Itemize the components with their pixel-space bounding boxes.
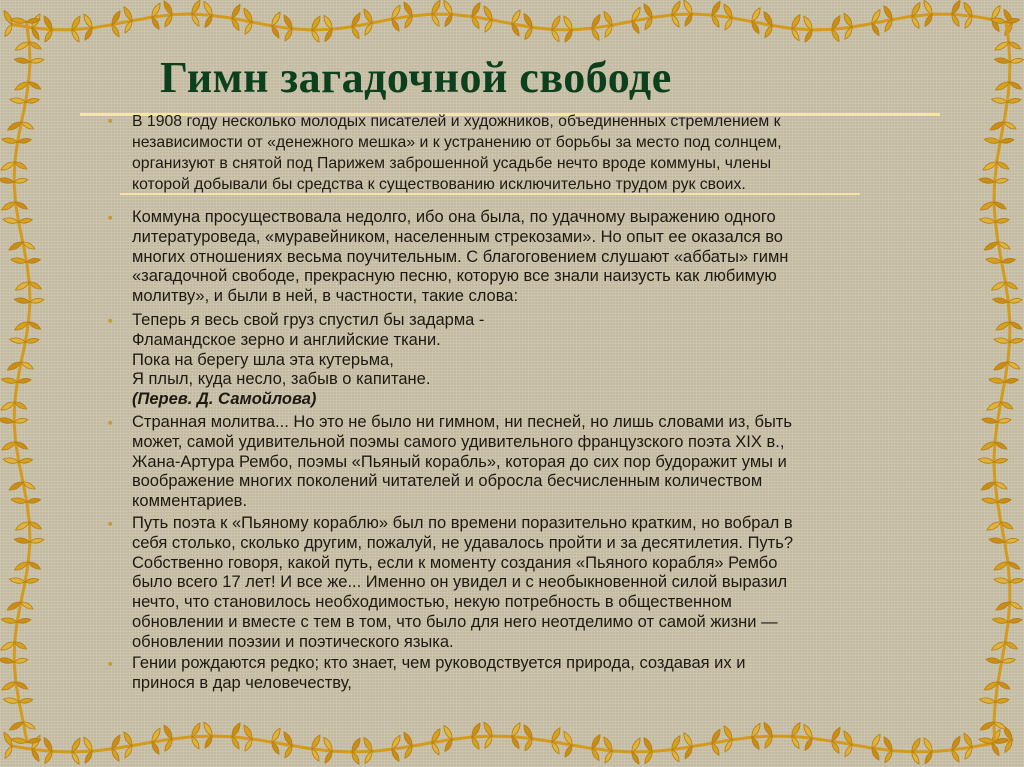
laurel-leaf bbox=[805, 30, 812, 42]
laurel-leaf bbox=[365, 751, 372, 763]
laurel-leaf bbox=[2, 442, 16, 450]
laurel-leaf bbox=[10, 338, 26, 343]
laurel-leaf bbox=[72, 752, 79, 764]
laurel-leaf bbox=[565, 745, 572, 757]
laurel-leaf bbox=[991, 282, 1005, 290]
laurel-leaf bbox=[1, 162, 15, 170]
laurel-leaf bbox=[997, 498, 1011, 503]
laurel-leaf bbox=[992, 744, 999, 756]
laurel-leaf bbox=[11, 258, 27, 263]
laurel-leaf bbox=[392, 749, 399, 761]
text-line: себя столько, сколько другим, пожалуй, не удавалось пройти и за десятилетия. Путь? bbox=[132, 533, 794, 552]
text-line: независимости от «денежного мешка» и к устранению от борьбы за место под солнцем, bbox=[132, 134, 782, 151]
laurel-leaf bbox=[21, 362, 33, 369]
text-line: Путь поэта к «Пьяному кораблю» был по времени поразительно кратким, но вобрал в bbox=[132, 514, 793, 532]
laurel-leaf bbox=[592, 28, 599, 40]
laurel-leaf bbox=[29, 282, 41, 289]
text-line: Жана-Артура Рембо, поэмы «Пьяный корабль», которая до сих пор будоражит умы и bbox=[132, 452, 787, 471]
laurel-leaf bbox=[1001, 402, 1013, 409]
laurel-leaf bbox=[996, 322, 1010, 330]
laurel-leaf bbox=[672, 750, 679, 762]
laurel-leaf bbox=[352, 27, 359, 39]
laurel-leaf bbox=[998, 682, 1010, 689]
laurel-leaf bbox=[472, 3, 480, 17]
laurel-leaf bbox=[764, 722, 772, 736]
laurel-leaf bbox=[995, 218, 1009, 223]
laurel-leaf bbox=[1010, 322, 1022, 329]
laurel-leaf bbox=[1008, 298, 1022, 303]
laurel-leaf bbox=[986, 658, 1002, 663]
laurel-leaf bbox=[978, 458, 994, 463]
laurel-leaf bbox=[3, 218, 19, 223]
laurel-leaf bbox=[205, 15, 212, 27]
laurel-leaf bbox=[989, 378, 1005, 383]
laurel-leaf bbox=[205, 736, 212, 748]
laurel-leaf bbox=[9, 722, 23, 730]
paragraph-commune bbox=[132, 208, 947, 307]
laurel-leaf bbox=[981, 482, 995, 490]
laurel-leaf bbox=[72, 738, 80, 752]
poem-line: Фламандское зерно и английские ткани. bbox=[132, 330, 441, 349]
laurel-leaf bbox=[989, 538, 1005, 543]
text-line: было всего 17 лет! И все же... Именно он увидел и с необыкновенной силой выразил bbox=[132, 573, 788, 592]
laurel-leaf bbox=[712, 743, 719, 755]
poem-line: Теперь я весь свой груз спустил бы задарма - bbox=[132, 311, 485, 329]
laurel-leaf bbox=[832, 29, 839, 41]
laurel-leaf bbox=[993, 298, 1009, 303]
laurel-leaf bbox=[1005, 378, 1019, 383]
paragraph-intro bbox=[132, 111, 922, 195]
laurel-leaf bbox=[15, 42, 29, 50]
laurel-leaf bbox=[21, 602, 33, 609]
laurel-leaf bbox=[3, 698, 19, 703]
laurel-leaf bbox=[965, 16, 972, 28]
laurel-leaf bbox=[592, 735, 600, 749]
laurel-leaf bbox=[14, 58, 30, 63]
laurel-leaf bbox=[11, 18, 27, 23]
laurel-leaf bbox=[472, 723, 480, 737]
laurel-leaf bbox=[981, 442, 995, 450]
laurel-leaf bbox=[2, 202, 16, 210]
laurel-leaf bbox=[204, 722, 212, 736]
laurel-leaf bbox=[85, 751, 92, 763]
laurel-leaf bbox=[485, 736, 492, 748]
laurel-leaf bbox=[112, 749, 119, 761]
text-line: Коммуна просуществовала недолго, ибо она была, по удачному выражению одного bbox=[132, 208, 776, 226]
laurel-leaf bbox=[997, 418, 1011, 423]
laurel-leaf bbox=[484, 722, 492, 736]
laurel-leaf bbox=[312, 16, 320, 30]
laurel-leaf bbox=[997, 162, 1009, 169]
square-bullet-icon: ■ bbox=[108, 215, 113, 222]
laurel-leaf bbox=[84, 14, 92, 28]
laurel-leaf bbox=[987, 522, 1001, 530]
laurel-leaf bbox=[872, 24, 879, 36]
laurel-leaf bbox=[404, 732, 412, 746]
laurel-leaf bbox=[204, 1, 212, 15]
laurel-leaf bbox=[1010, 58, 1024, 63]
laurel-leaf bbox=[632, 21, 639, 33]
laurel-leaf bbox=[565, 30, 572, 42]
laurel-leaf bbox=[124, 732, 132, 746]
laurel-leaf bbox=[512, 10, 520, 24]
laurel-leaf bbox=[994, 578, 1010, 583]
laurel-leaf bbox=[232, 4, 240, 18]
text-line: воображение многих поколений читателей и обросла бесчисленным количеством bbox=[132, 472, 763, 491]
laurel-leaf bbox=[980, 218, 996, 223]
laurel-leaf bbox=[124, 7, 132, 21]
square-bullet-icon: ■ bbox=[108, 661, 113, 668]
laurel-leaf bbox=[152, 742, 159, 754]
text-line: нечто, что становилось необходимостью, некую потребность в общественном bbox=[132, 593, 732, 612]
laurel-leaf bbox=[9, 578, 25, 583]
laurel-leaf bbox=[991, 98, 1007, 103]
laurel-leaf bbox=[982, 498, 998, 503]
laurel-leaf bbox=[984, 242, 998, 250]
laurel-leaf bbox=[925, 752, 932, 764]
laurel-leaf bbox=[444, 1, 452, 15]
laurel-leaf bbox=[245, 22, 252, 34]
laurel-leaf bbox=[644, 4, 652, 18]
laurel-leaf bbox=[604, 11, 612, 25]
laurel-leaf bbox=[725, 18, 732, 30]
laurel-leaf bbox=[1010, 338, 1024, 343]
laurel-leaf bbox=[19, 218, 33, 223]
laurel-leaf bbox=[9, 242, 23, 250]
laurel-leaf bbox=[19, 458, 33, 463]
laurel-leaf bbox=[432, 743, 439, 755]
laurel-leaf bbox=[994, 458, 1008, 463]
laurel-leaf bbox=[324, 15, 332, 29]
laurel-leaf bbox=[1002, 258, 1016, 263]
laurel-leaf bbox=[232, 723, 240, 737]
laurel-leaf bbox=[14, 418, 28, 423]
laurel-leaf bbox=[884, 6, 892, 20]
laurel-leaf bbox=[72, 30, 79, 42]
laurel-leaf bbox=[980, 722, 994, 730]
text-line: многих отношениях весьма поучительным. С благоговением слушают «аббаты» гимн bbox=[132, 247, 789, 266]
laurel-leaf bbox=[445, 14, 452, 26]
text-line: «загадочной свободе, прекрасную песню, которую все знали наизусть как любимую bbox=[132, 267, 777, 286]
laurel-leaf bbox=[564, 16, 572, 30]
poem-line: Я плыл, куда несло, забыв о капитане. bbox=[132, 370, 431, 389]
poem-line: Пока на берегу шла эта кутерьма, bbox=[132, 350, 394, 369]
laurel-leaf bbox=[27, 258, 41, 263]
laurel-leaf bbox=[952, 750, 959, 762]
laurel-leaf bbox=[364, 9, 372, 23]
laurel-leaf bbox=[15, 162, 27, 169]
laurel-leaf bbox=[832, 727, 840, 741]
laurel-leaf bbox=[525, 27, 532, 39]
laurel-leaf bbox=[45, 751, 52, 763]
paragraph-geniuses bbox=[132, 654, 947, 694]
laurel-leaf bbox=[994, 338, 1010, 343]
laurel-leaf bbox=[152, 17, 159, 29]
laurel-leaf bbox=[605, 751, 612, 763]
laurel-leaf bbox=[21, 122, 33, 129]
laurel-leaf bbox=[30, 298, 44, 303]
poem-attribution: (Перев. Д. Самойлова) bbox=[132, 390, 317, 409]
laurel-leaf bbox=[15, 402, 27, 409]
laurel-leaf bbox=[19, 698, 33, 703]
paragraph-poet-path bbox=[132, 514, 947, 653]
laurel-leaf bbox=[979, 178, 995, 183]
text-line: молитву», и были в ней, в частности, такие слова: bbox=[132, 287, 519, 306]
laurel-leaf bbox=[444, 725, 452, 739]
laurel-leaf bbox=[352, 738, 360, 752]
laurel-leaf bbox=[552, 16, 560, 30]
laurel-leaf bbox=[964, 733, 972, 747]
laurel-leaf bbox=[14, 658, 28, 663]
laurel-leaf bbox=[672, 1, 680, 15]
square-bullet-icon: ■ bbox=[108, 521, 113, 528]
laurel-leaf bbox=[993, 618, 1009, 623]
laurel-leaf bbox=[14, 178, 28, 183]
laurel-leaf bbox=[0, 658, 14, 663]
laurel-leaf bbox=[552, 728, 560, 742]
laurel-leaf bbox=[912, 738, 920, 752]
laurel-leaf bbox=[2, 138, 18, 143]
laurel-leaf bbox=[632, 738, 640, 752]
laurel-leaf bbox=[684, 733, 692, 747]
slide-title: Гимн загадочной свободе bbox=[160, 53, 672, 102]
laurel-leaf bbox=[285, 746, 292, 758]
laurel-leaf bbox=[1010, 578, 1024, 583]
laurel-leaf bbox=[752, 723, 760, 737]
laurel-leaf bbox=[1010, 602, 1022, 609]
laurel-leaf bbox=[1, 642, 15, 650]
laurel-leaf bbox=[982, 418, 998, 423]
laurel-leaf bbox=[16, 522, 30, 530]
laurel-leaf bbox=[112, 25, 119, 37]
text-line: может, самой удивительной поэмы самого удивительного французского поэта XIX в., bbox=[132, 432, 785, 451]
text-line: литературоведа, «муравейником, населенным стрекозами». Но опыт ее оказался во bbox=[132, 227, 783, 246]
laurel-leaf bbox=[986, 258, 1002, 263]
laurel-leaf bbox=[0, 178, 14, 183]
text-line: обновлении поэзии и поэтического языка. bbox=[132, 632, 454, 651]
text-line: обновлении и вместе с тем в том, что было для него неотделимо от самой жизни — bbox=[132, 612, 778, 631]
laurel-leaf bbox=[512, 723, 520, 737]
laurel-leaf bbox=[994, 562, 1008, 570]
laurel-leaf bbox=[724, 726, 732, 740]
laurel-leaf bbox=[312, 30, 319, 42]
laurel-leaf bbox=[272, 728, 280, 742]
laurel-leaf bbox=[404, 2, 412, 16]
laurel-leaf bbox=[10, 98, 26, 103]
laurel-leaf bbox=[325, 29, 332, 41]
laurel-leaf bbox=[752, 737, 759, 749]
laurel-leaf bbox=[995, 698, 1009, 703]
laurel-leaf bbox=[992, 6, 1000, 20]
laurel-leaf bbox=[924, 738, 932, 752]
laurel-leaf bbox=[1009, 82, 1021, 89]
laurel-leaf bbox=[994, 58, 1010, 63]
laurel-leaf bbox=[792, 723, 800, 737]
laurel-leaf bbox=[392, 19, 399, 31]
laurel-leaf bbox=[27, 498, 41, 503]
laurel-leaf bbox=[792, 15, 800, 29]
laurel-leaf bbox=[5, 24, 12, 36]
laurel-leaf bbox=[552, 30, 559, 42]
laurel-leaf bbox=[765, 25, 772, 37]
laurel-leaf bbox=[980, 202, 994, 210]
laurel-leaf bbox=[164, 1, 172, 15]
laurel-leaf bbox=[192, 737, 199, 749]
paragraph-poem bbox=[132, 311, 947, 410]
laurel-leaf bbox=[29, 522, 41, 529]
laurel-leaf bbox=[979, 698, 995, 703]
paragraph-strange-prayer bbox=[132, 413, 947, 512]
text-line: принося в дар человечеству, bbox=[132, 673, 352, 692]
laurel-leaf bbox=[164, 725, 172, 739]
laurel-leaf bbox=[632, 752, 639, 764]
laurel-leaf bbox=[26, 98, 40, 103]
laurel-leaf bbox=[30, 538, 44, 543]
text-line: которой добывали бы средства к существованию исключительно трудом рук своих. bbox=[132, 176, 746, 193]
laurel-leaf bbox=[9, 482, 23, 490]
laurel-leaf bbox=[845, 745, 852, 757]
laurel-leaf bbox=[325, 751, 332, 763]
laurel-leaf bbox=[3, 458, 19, 463]
laurel-leaf bbox=[672, 15, 679, 27]
text-line: Собственно говоря, какой путь, если к моменту создания «Пьяного корабля» Рембо bbox=[132, 553, 778, 572]
laurel-leaf bbox=[844, 13, 852, 27]
laurel-leaf bbox=[285, 29, 292, 41]
laurel-leaf bbox=[996, 602, 1010, 610]
laurel-leaf bbox=[685, 14, 692, 26]
laurel-leaf bbox=[192, 0, 200, 14]
laurel-leaf bbox=[2, 682, 16, 690]
laurel-leaf bbox=[1002, 658, 1016, 663]
laurel-leaf bbox=[84, 737, 92, 751]
laurel-leaf bbox=[485, 20, 492, 32]
laurel-leaf bbox=[644, 738, 652, 752]
laurel-leaf bbox=[364, 737, 372, 751]
laurel-leaf bbox=[29, 322, 41, 329]
laurel-leaf bbox=[805, 738, 812, 750]
laurel-leaf bbox=[30, 58, 44, 63]
laurel-leaf bbox=[994, 722, 1006, 729]
laurel-leaf bbox=[752, 8, 760, 22]
laurel-leaf bbox=[885, 751, 892, 763]
laurel-leaf bbox=[432, 0, 440, 14]
laurel-leaf bbox=[1008, 618, 1022, 623]
laurel-leaf bbox=[4, 11, 12, 25]
laurel-leaf bbox=[924, 0, 932, 14]
laurel-leaf bbox=[15, 642, 27, 649]
laurel-leaf bbox=[1005, 538, 1019, 543]
laurel-leaf bbox=[14, 298, 30, 303]
laurel-leaf bbox=[29, 42, 41, 49]
laurel-leaf bbox=[192, 723, 200, 737]
laurel-leaf bbox=[15, 282, 29, 290]
laurel-leaf bbox=[995, 442, 1007, 449]
square-bullet-icon: ■ bbox=[108, 118, 113, 125]
laurel-leaf bbox=[11, 498, 27, 503]
laurel-leaf bbox=[25, 578, 39, 583]
laurel-leaf bbox=[25, 338, 39, 343]
laurel-leaf bbox=[28, 562, 40, 569]
laurel-leaf bbox=[525, 739, 532, 751]
text-line: В 1908 году несколько молодых писателей и художников, объединенных стремлением к bbox=[132, 113, 781, 130]
laurel-leaf bbox=[245, 739, 252, 751]
laurel-leaf bbox=[684, 0, 692, 14]
laurel-leaf bbox=[804, 16, 812, 30]
laurel-leaf bbox=[0, 418, 14, 423]
laurel-leaf bbox=[984, 138, 1000, 143]
laurel-leaf bbox=[1, 618, 17, 623]
square-bullet-icon: ■ bbox=[108, 420, 113, 427]
text-line: организуют в снятой под Парижем заброшенной усадьбе нечто вроде коммуны, члены bbox=[132, 155, 772, 172]
laurel-leaf bbox=[11, 738, 27, 743]
laurel-leaf bbox=[29, 82, 41, 89]
laurel-leaf bbox=[45, 30, 52, 42]
laurel-leaf bbox=[952, 0, 960, 14]
square-bullet-icon: ■ bbox=[108, 318, 113, 325]
text-line: Странная молитва... Но это не было ни гимном, ни песней, но лишь словами из, быть bbox=[132, 413, 792, 431]
laurel-leaf bbox=[432, 14, 439, 26]
laurel-leaf bbox=[472, 737, 479, 749]
laurel-leaf bbox=[312, 735, 320, 749]
laurel-leaf bbox=[2, 378, 18, 383]
laurel-leaf bbox=[712, 1, 720, 15]
laurel-leaf bbox=[645, 752, 652, 764]
text-line: комментариев. bbox=[132, 492, 248, 511]
laurel-leaf bbox=[912, 752, 919, 764]
laurel-leaf bbox=[1, 402, 15, 410]
laurel-leaf bbox=[995, 178, 1009, 183]
laurel-leaf bbox=[1007, 98, 1021, 103]
laurel-leaf bbox=[272, 12, 280, 26]
laurel-leaf bbox=[1005, 642, 1017, 649]
laurel-leaf bbox=[872, 734, 880, 748]
text-line: Гении рождаются редко; кто знает, чем руководствуется природа, создавая их и bbox=[132, 654, 746, 672]
laurel-leaf bbox=[995, 42, 1009, 50]
laurel-leaf bbox=[352, 752, 359, 764]
laurel-leaf bbox=[14, 538, 30, 543]
laurel-leaf bbox=[912, 16, 919, 28]
laurel-leaf bbox=[1008, 362, 1020, 369]
laurel-leaf bbox=[5, 746, 12, 758]
laurel-leaf bbox=[1004, 122, 1016, 129]
